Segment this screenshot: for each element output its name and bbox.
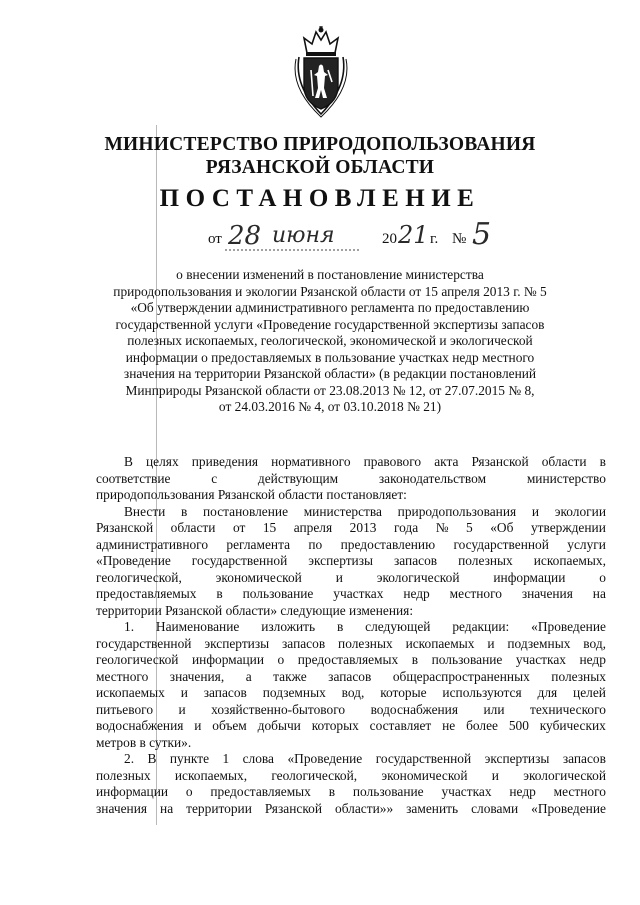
body-word: соответствие [96, 470, 171, 486]
body-word: в [181, 503, 188, 519]
date-number-line [208, 217, 508, 253]
body-word: услуги [567, 536, 606, 552]
body-word: 5 [466, 520, 473, 535]
body-word: «Проведение [96, 553, 171, 568]
body-line [96, 454, 606, 471]
body-word: утверждении [530, 520, 606, 535]
body-word: хозяйственно-бытового [211, 701, 346, 717]
body-word: водоснабжения [370, 701, 459, 717]
body-word: используются [442, 685, 522, 700]
body-word: которых [311, 718, 359, 733]
body-line [96, 553, 606, 570]
body-line [96, 685, 606, 702]
body-word: запасов [203, 685, 247, 700]
body-word: экспертизы [308, 553, 374, 568]
body-word: министерства [303, 503, 382, 519]
body-line [96, 718, 606, 735]
body-word: водоснабжения [96, 718, 184, 733]
body-word: 15 [262, 520, 277, 535]
body-word: редакции: [452, 619, 510, 634]
body-word: государственной [375, 751, 472, 766]
body-word: подземных [262, 685, 326, 700]
body-word: о [277, 652, 285, 667]
body-word: и [180, 685, 188, 700]
subject-line: природопользования и экологии Рязанской области от 15 апреля 2013 г. № 5 [113, 283, 547, 299]
body-word: экспертизы [204, 635, 270, 651]
body-word: местного [96, 668, 149, 684]
body-word: пользование [431, 652, 503, 667]
body-word: информации [493, 569, 566, 585]
body-word: о [599, 569, 606, 585]
body-word: и [531, 503, 540, 519]
body-word: экологической [376, 569, 460, 585]
body-word: полезных [96, 767, 151, 783]
body-word: пункте [169, 751, 210, 766]
ministry-name-line1: МИНИСТЕРСТВО ПРИРОДОПОЛЬЗОВАНИЯ [104, 134, 536, 155]
body-word: питьевого [96, 701, 154, 717]
body-word: Рязанской [96, 520, 154, 535]
body-word: для [537, 685, 558, 700]
subject-line: информации о предоставляемых в пользование участках недр местного [125, 349, 535, 365]
body-word: значения [521, 586, 573, 601]
body-word: постановление [203, 503, 289, 519]
body-text [96, 454, 606, 817]
body-word: значения [96, 800, 148, 816]
year-label: г. [430, 231, 439, 247]
body-word: подземных [507, 635, 571, 651]
body-line [96, 669, 606, 686]
date-from-label: от [208, 231, 222, 247]
body-word: ископаемых, [533, 553, 606, 568]
document-type-title: ПОСТАНОВЛЕНИЕ [159, 185, 481, 212]
body-word: объем [212, 718, 247, 733]
body-word: участках [333, 586, 384, 601]
body-word: «Проведение [531, 619, 606, 634]
body-word: и [487, 635, 495, 651]
body-word: экономической [215, 569, 302, 585]
body-word: акта [434, 454, 459, 469]
body-word: экологической [523, 767, 606, 783]
body-word: геологической, [96, 569, 182, 585]
year-prefix: 20 [382, 231, 397, 247]
body-word: государственной [191, 553, 288, 568]
body-word: апреля [293, 520, 333, 535]
date-day-handwritten: 28 [228, 221, 262, 251]
body-word: и [194, 718, 202, 733]
body-word: предоставляемых [297, 652, 399, 667]
subject-block [60, 267, 600, 416]
date-underline [225, 248, 360, 253]
body-word: экологии [554, 503, 606, 519]
body-word: не [442, 718, 456, 733]
body-word: участках [515, 652, 566, 667]
body-word: Внести [124, 503, 166, 519]
body-line [96, 537, 606, 554]
body-line [96, 652, 606, 669]
body-line [96, 768, 606, 785]
body-word: о [185, 784, 193, 799]
body-word: геологической, [271, 767, 358, 783]
body-word: в [599, 454, 606, 469]
number-label: № [452, 231, 467, 247]
body-line [96, 751, 606, 768]
body-word: предоставлению [340, 536, 436, 552]
body-word: нормативного [271, 454, 351, 469]
body-word: местного [449, 586, 502, 601]
body-word: приведения [191, 454, 259, 469]
body-word: или [483, 701, 505, 717]
body-line [96, 619, 606, 636]
subject-line: «Об утверждении административного регламента по предоставлению [130, 300, 530, 315]
body-line [96, 801, 606, 818]
body-word: государственной [96, 635, 192, 651]
coat-of-arms-emblem [290, 26, 352, 118]
body-line [96, 570, 606, 587]
body-word: 500 [508, 718, 529, 733]
body-word: словами [471, 800, 519, 816]
body-word: в [328, 784, 336, 799]
body-word: в [216, 586, 223, 601]
body-word: области [170, 520, 216, 535]
body-line [96, 504, 606, 521]
body-line [96, 520, 606, 537]
body-word: следующей [365, 619, 431, 634]
body-word: информации [191, 652, 265, 667]
body-word: вод, [341, 685, 365, 700]
body-word: правового [363, 454, 422, 469]
body-word: местного [553, 784, 606, 799]
body-word: недр [403, 586, 430, 601]
body-word: а [245, 668, 252, 684]
body-word: регламента [226, 536, 291, 552]
body-word: в [336, 619, 344, 634]
body-word: полезных [338, 635, 393, 651]
body-word: 1 [222, 751, 230, 766]
body-word: полезных [551, 668, 606, 684]
body-word: действующим [257, 470, 339, 486]
body-word: области [541, 454, 587, 469]
body-word: 1. [124, 619, 135, 634]
body-word: полезных [458, 553, 513, 568]
body-word: государственной [453, 536, 549, 552]
subject-line: полезных ископаемых, геологической, экономической и экологической [127, 333, 533, 348]
body-line: природопользования Рязанской области постановляет: [96, 487, 407, 502]
body-word: по [308, 536, 323, 552]
body-word: ископаемых [96, 685, 165, 700]
body-word: более [466, 718, 498, 733]
body-word: от [232, 520, 246, 535]
body-word: запасов [394, 553, 438, 568]
body-word: вод, [583, 635, 606, 651]
body-word: законодательством [378, 470, 487, 486]
body-word: геологической [96, 652, 179, 667]
body-word: экспертизы [484, 751, 550, 766]
subject-line: о внесении изменений в постановление министерства [176, 267, 484, 282]
body-line [96, 586, 606, 603]
body-word: общераспространенных [392, 668, 530, 684]
body-word: запасов [282, 635, 326, 651]
body-word: Рязанской [471, 454, 529, 469]
body-word: также [273, 668, 307, 684]
body-word: «Проведение [531, 800, 606, 816]
subject-line: Минприроды Рязанской области от 23.08.2013 № 12, от 27.07.2015 № 8, [125, 382, 535, 398]
body-word: целей [573, 685, 606, 700]
subject-line: государственной услуги «Проведение государственной экспертизы запасов [115, 316, 545, 332]
body-word: № [435, 520, 449, 535]
body-word: и [178, 701, 186, 717]
body-word: целях [146, 454, 179, 469]
body-word: значения, [169, 668, 225, 684]
body-word: технического [530, 701, 606, 717]
body-word: заменить [406, 800, 459, 816]
body-word: в [411, 652, 419, 667]
body-word: пользование [242, 586, 314, 601]
body-word: «Об [490, 520, 514, 535]
body-line: территории Рязанской области» следующие изменения: [96, 602, 414, 618]
body-word: 2. [124, 751, 135, 766]
body-word: которые [380, 685, 427, 700]
body-word: природопользования [397, 503, 517, 519]
body-word: В [124, 454, 133, 469]
body-line [96, 784, 606, 801]
body-word: и [335, 569, 343, 585]
body-word: ископаемых, [174, 767, 248, 783]
body-word: Рязанской [264, 800, 323, 816]
body-word: предоставляемых [96, 586, 197, 601]
body-line [96, 636, 606, 653]
body-word: с [211, 470, 218, 486]
body-word: и [491, 767, 499, 783]
body-word: области»» [335, 800, 394, 816]
body-word: участках [441, 784, 492, 799]
body-word: добычи [257, 718, 301, 733]
body-word: слова [242, 751, 275, 766]
body-word: 2013 [349, 520, 377, 535]
body-word: административного [96, 536, 209, 552]
date-month-handwritten: июня [272, 223, 335, 248]
document-number-handwritten: 5 [472, 217, 492, 252]
body-word: информации [96, 784, 169, 799]
body-word: на [160, 800, 174, 816]
body-word: года [393, 520, 419, 535]
body-line [96, 702, 606, 719]
body-word: составляет [369, 718, 432, 733]
body-word: запасов [562, 751, 606, 766]
body-word: недр [509, 784, 536, 799]
body-word: ископаемых [405, 635, 475, 651]
body-word: недр [579, 652, 606, 667]
body-word: пользование [352, 784, 424, 799]
year-suffix-handwritten: 21 [398, 221, 429, 249]
body-word: Наименование [155, 619, 240, 634]
body-word: территории [186, 800, 252, 816]
body-line [96, 471, 606, 488]
body-word: на [592, 586, 606, 601]
body-word: кубических [539, 718, 606, 733]
body-word: министерство [526, 470, 606, 486]
body-word: экономической [381, 767, 468, 783]
body-word: изложить [261, 619, 316, 634]
body-line: метров в сутки». [96, 734, 192, 750]
subject-line: значения на территории Рязанской области» (в редакции постановлений [123, 366, 537, 381]
body-word: «Проведение [287, 751, 363, 766]
body-word: запасов [328, 668, 372, 684]
subject-line: от 24.03.2016 № 4, от 03.10.2018 № 21) [218, 399, 442, 414]
body-word: В [147, 751, 157, 766]
body-word: предоставляемых [210, 784, 311, 799]
ministry-name-line2: РЯЗАНСКОЙ ОБЛАСТИ [205, 157, 435, 178]
